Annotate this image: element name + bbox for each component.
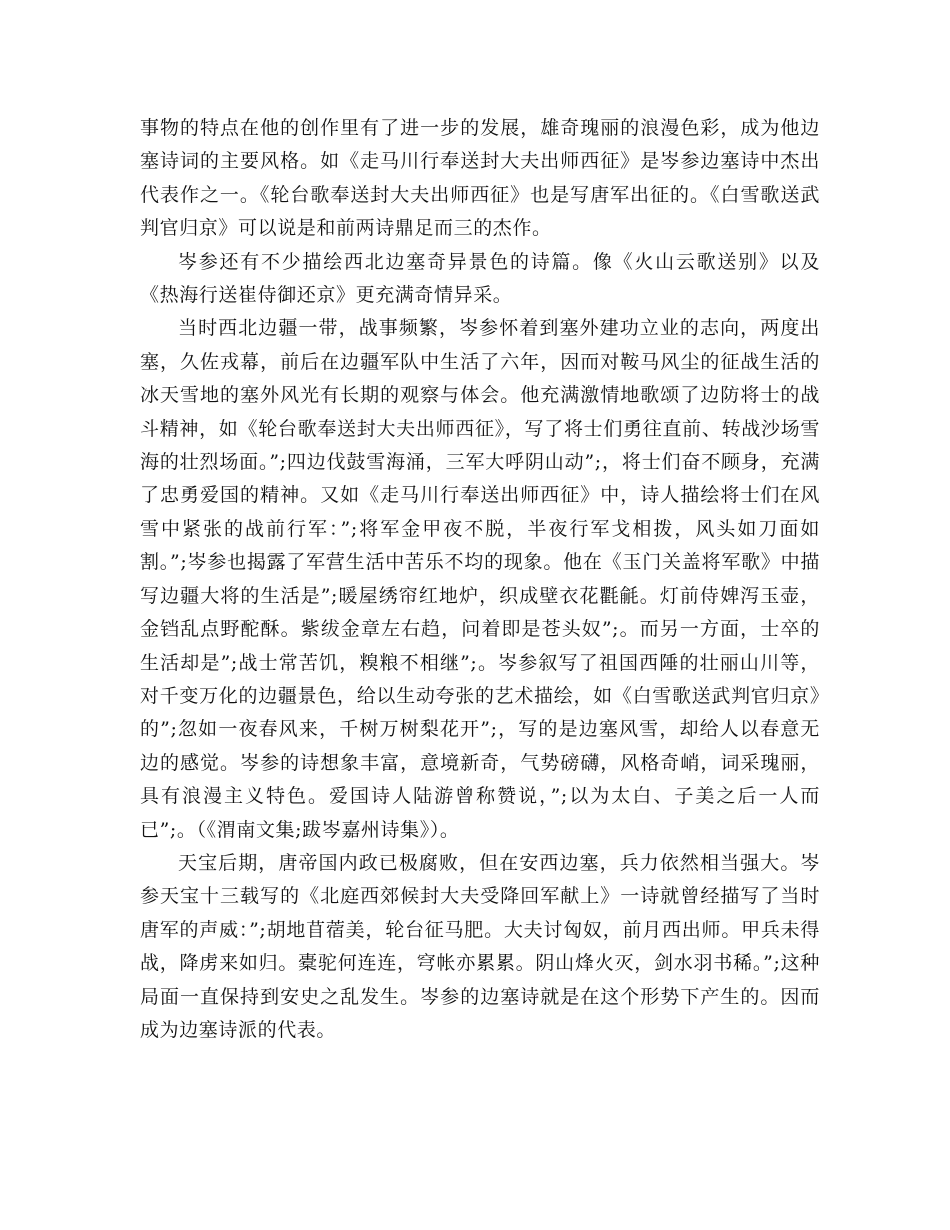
paragraph-2: 岑参还有不少描绘西北边塞奇异景色的诗篇。像《火山云歌送别》以及《热海行送崔侍御还京》更充满奇情异采。 — [140, 250, 820, 307]
paragraph-1: 事物的特点在他的创作里有了进一步的发展，雄奇瑰丽的浪漫色彩，成为他边塞诗词的主要风格。如《走马川行奉送封大夫出师西征》是岑参边塞诗中杰出代表作之一。《轮台歌奉送封大夫出师西征》也是写唐军出征的。《白雪歌送武判官归京》可以说是和前两诗鼎足而三的杰作。 — [140, 117, 820, 240]
paragraph-4: 天宝后期，唐帝国内政已极腐败，但在安西边塞，兵力依然相当强大。岑参天宝十三载写的《北庭西郊候封大夫受降回军献上》一诗就曾经描写了当时唐军的声威：”;胡地苜蓿美，轮台征马肥。大夫讨匈奴，前月西出师。甲兵未得战，降虏来如归。橐驼何连连，穹帐亦累累。阴山烽火灭，剑水羽书稀。”;这种局面一直保持到安史之乱发生。岑参的边塞诗就是在这个形势下产生的。因而成为边塞诗派的代表。 — [140, 851, 820, 1041]
paragraph-3: 当时西北边疆一带，战事频繁，岑参怀着到塞外建功立业的志向，两度出塞，久佐戎幕，前后在边疆军队中生活了六年，因而对鞍马风尘的征战生活的冰天雪地的塞外风光有长期的观察与体会。他充满激情地歌颂了边防将士的战斗精神，如《轮台歌奉送封大夫出师西征》，写了将士们勇往直前、转战沙场雪海的壮烈场面。”;四边伐鼓雪海涌，三军大呼阴山动”;，将士们奋不顾身，充满了忠勇爱国的精神。又如《走马川行奉送出师西征》中，诗人描绘将士们在风雪中紧张的战前行军：”;将军金甲夜不脱，半夜行军戈相拨，风头如刀面如割。”;岑参也揭露了军营生活中苦乐不均的现象。他在《玉门关盖将军歌》中描写边疆大将的生活是”;暖屋绣帘红地炉，织成壁衣花氍毹。灯前侍婢泻玉壶，金铛乱点野酡酥。紫绂金章左右趋，问着即是苍头奴”;。而另一方面，士卒的生活却是”;战士常苦饥，糗粮不相继”;。岑参叙写了祖国西陲的壮丽山川等，对千变万化的边疆景色，给以生动夸张的艺术描绘，如《白雪歌送武判官归京》的”;忽如一夜春风来，千树万树梨花开”;，写的是边塞风雪，却给人以春意无边的感觉。岑参的诗想象丰富，意境新奇，气势磅礴，风格奇峭，词采瑰丽，具有浪漫主义特色。爱国诗人陆游曾称赞说，”;以为太白、子美之后一人而已”;。（《渭南文集;跋岑嘉州诗集》）。 — [140, 317, 820, 841]
document-body — [140, 112, 820, 1047]
